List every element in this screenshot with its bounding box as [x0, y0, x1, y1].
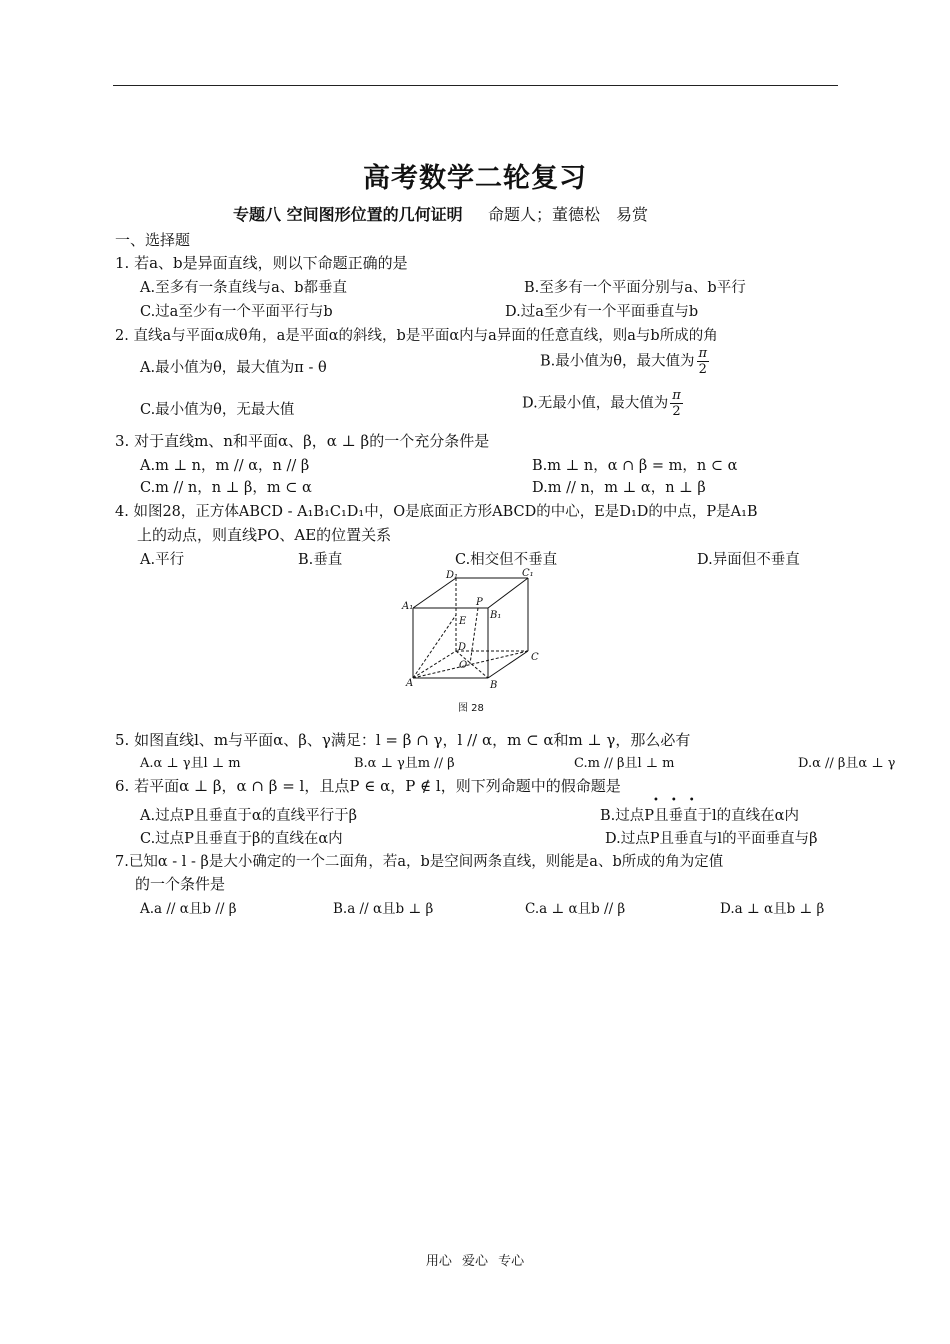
diagonal-ac: [413, 651, 528, 678]
q5-option-d: D.α // β且α ⊥ γ: [798, 756, 896, 771]
label-d1: D₁: [446, 570, 459, 581]
label-a1: A₁: [402, 601, 414, 612]
q7-stem-continued: 的一个条件是: [135, 875, 226, 893]
q6-option-a: A.过点P且垂直于α的直线平行于β: [140, 808, 358, 824]
q2-option-d: [522, 388, 683, 419]
q3-option-c: C.m // n，n ⊥ β，m ⊂ α: [140, 480, 312, 496]
fraction-denominator: 2: [672, 404, 681, 419]
segment-po: [470, 608, 478, 664]
q6-emphasis-dots: •••: [653, 795, 707, 806]
label-a: A: [406, 678, 414, 689]
doc-title: 高考数学二轮复习: [363, 163, 587, 194]
edge-b1c1: [488, 578, 528, 608]
edge-bc: [488, 651, 528, 678]
section-heading: 一、选择题: [115, 231, 191, 249]
q7-option-a: A.a // α且b // β: [140, 901, 237, 917]
label-c: C: [531, 652, 539, 663]
q4-stem: 4. 如图28，正方体ABCD - A₁B₁C₁D₁中，O是底面正方形ABCD的中心，E是D₁D的中点，P是A₁B: [115, 504, 758, 520]
q2-option-d-text: D.无最小值，最大值为: [522, 395, 669, 412]
label-b: B: [490, 680, 498, 691]
q5-option-b: B.α ⊥ γ且m // β: [354, 756, 455, 771]
subtitle-author: 命题人；董德松 易赏: [488, 205, 649, 224]
q2-option-b-text: B.最小值为θ，最大值为: [540, 353, 695, 370]
q2-stem: 2. 直线a与平面α成θ角，a是平面α的斜线，b是平面α内与a异面的任意直线，则a与b所成的角: [115, 328, 718, 344]
q6-option-b: B.过点P且垂直于l的直线在α内: [600, 808, 799, 824]
q2-option-c: C.最小值为θ，无最大值: [140, 402, 295, 418]
edge-ad-hidden: [413, 651, 456, 678]
page-footer: 用心 爱心 专心: [425, 1254, 525, 1269]
fraction-numerator: π: [672, 388, 681, 403]
q7-option-c: C.a ⊥ α且b // β: [525, 901, 626, 917]
q4-option-c: C.相交但不垂直: [455, 552, 558, 568]
q7-option-b: B.a // α且b ⊥ β: [333, 901, 434, 917]
q3-stem: 3. 对于直线m、n和平面α、β，α ⊥ β的一个充分条件是: [115, 432, 490, 450]
q1-option-a: A.至多有一条直线与a、b都垂直: [140, 280, 348, 296]
label-b1: B₁: [490, 610, 502, 621]
q1-option-c: C.过a至少有一个平面平行与b: [140, 304, 333, 320]
figure-caption: 图 28: [458, 703, 484, 714]
q1-option-b: B.至多有一个平面分别与a、b平行: [524, 280, 746, 296]
segment-ae: [413, 615, 456, 678]
label-e: E: [459, 616, 467, 627]
q3-option-d: D.m // n，m ⊥ α，n ⊥ β: [532, 480, 706, 496]
q2-option-b: [540, 346, 709, 377]
q5-option-c: C.m // β且l ⊥ m: [574, 756, 675, 771]
label-d: D: [458, 642, 467, 653]
header-rule: [113, 85, 838, 86]
label-c1: C₁: [522, 568, 534, 579]
q3-option-a: A.m ⊥ n，m // α，n // β: [140, 458, 310, 474]
q2-option-a: A.最小值为θ，最大值为π - θ: [140, 360, 327, 376]
q4-option-a: A.平行: [140, 552, 185, 568]
q1-stem: 1. 若a、b是异面直线，则以下命题正确的是: [115, 254, 408, 272]
cube-figure: [398, 568, 548, 693]
subtitle-topic: 专题八 空间图形位置的几何证明: [233, 205, 463, 224]
q6-option-c: C.过点P且垂直于β的直线在α内: [140, 831, 343, 847]
edge-a1d1: [413, 578, 456, 608]
doc-subtitle: [233, 202, 648, 225]
q1-option-d: D.过a至少有一个平面垂直与b: [505, 304, 699, 320]
label-p: P: [476, 597, 483, 608]
q6-stem: 6. 若平面α ⊥ β，α ∩ β = l，且点P ∈ α，P ∉ l，则下列命题中的假命题是: [115, 777, 621, 795]
q4-option-b: B.垂直: [298, 552, 343, 568]
fraction-denominator: 2: [698, 362, 707, 377]
q7-stem: 7.已知α - l - β是大小确定的一个二面角，若a，b是空间两条直线，则能是a、b所成的角为定值: [115, 854, 724, 870]
q3-option-b: B.m ⊥ n，α ∩ β = m，n ⊂ α: [532, 458, 738, 474]
q2-option-b-fraction: [697, 346, 710, 377]
q5-option-a: A.α ⊥ γ且l ⊥ m: [140, 756, 241, 771]
q6-option-d: D.过点P且垂直与l的平面垂直与β: [605, 831, 818, 847]
q7-option-d: D.a ⊥ α且b ⊥ β: [720, 901, 825, 917]
q4-option-d: D.异面但不垂直: [697, 552, 800, 568]
label-o: O: [459, 660, 468, 671]
q2-option-d-fraction: [670, 388, 683, 419]
fraction-numerator: π: [698, 346, 708, 361]
q4-stem-continued: 上的动点，则直线PO、AE的位置关系: [137, 526, 392, 544]
q5-stem: 5. 如图直线l、m与平面α、β、γ满足：l = β ∩ γ，l // α，m ⊂ α和m ⊥ γ，那么必有: [115, 731, 691, 749]
